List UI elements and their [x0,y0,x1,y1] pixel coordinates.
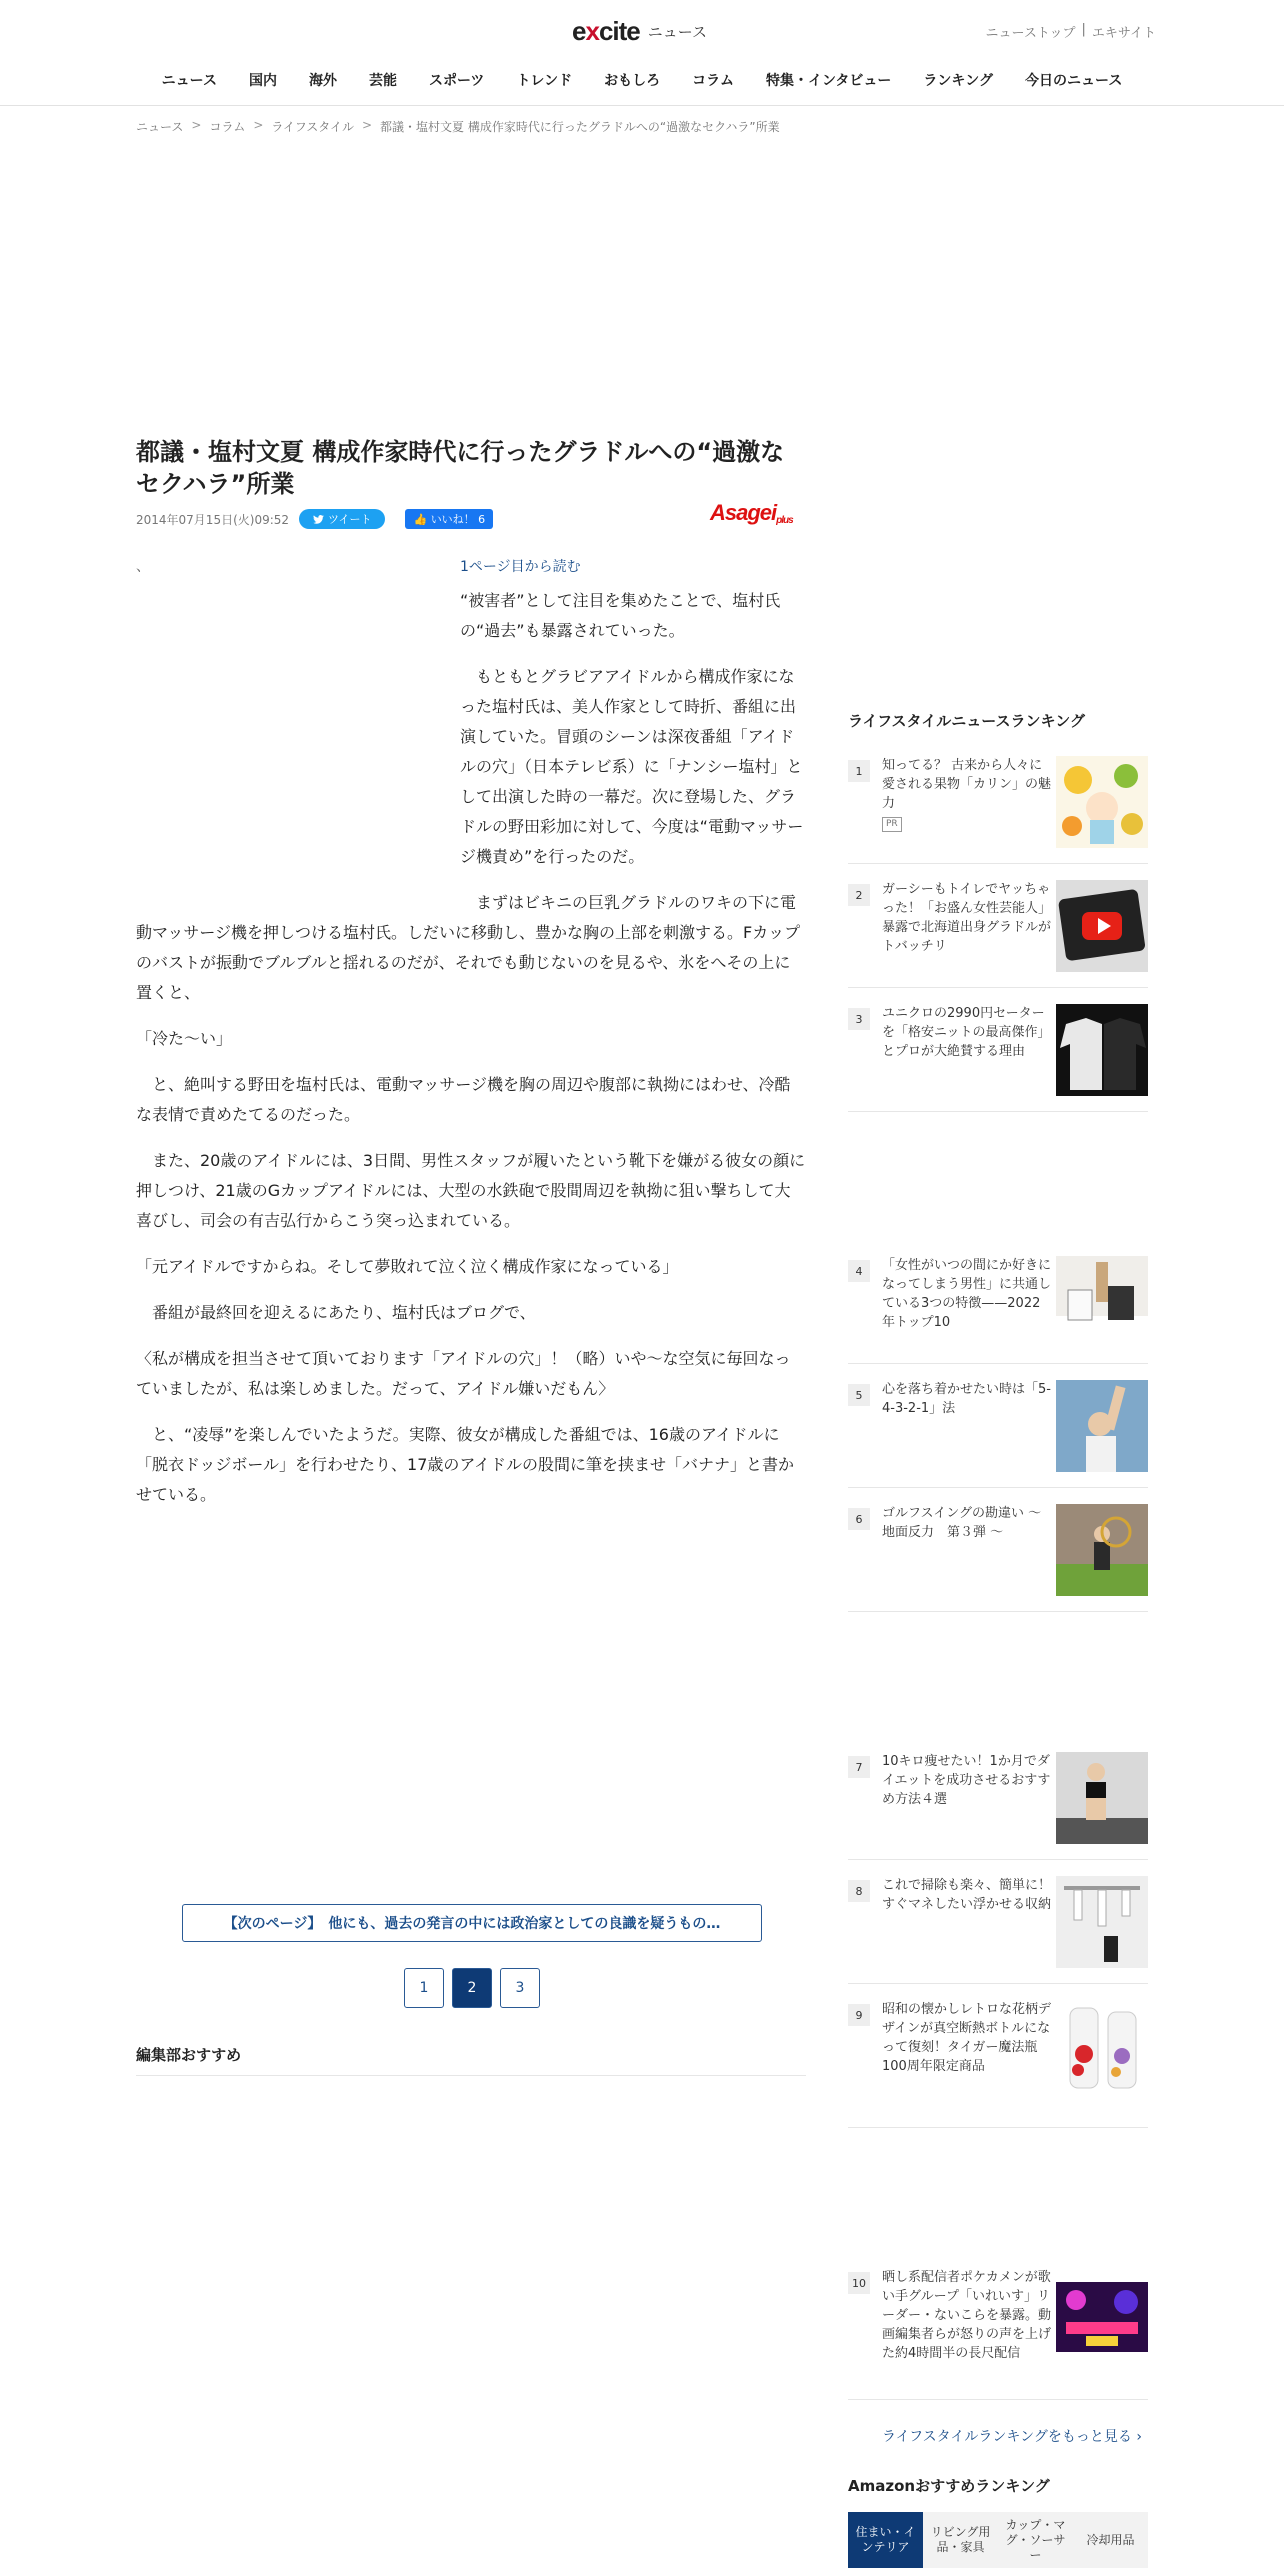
breadcrumb-sep: > [361,118,373,132]
breadcrumb-sep: > [253,118,264,132]
rank-number: 7 [848,1756,870,1778]
excite-logo[interactable] [572,14,707,48]
ranking-item-6[interactable] [848,1504,1148,1612]
ranking-item-9[interactable] [848,2000,1148,2128]
nav-world[interactable]: 海外 [308,73,337,89]
ranking-item-1[interactable] [848,756,1148,864]
rank-number: 4 [848,1260,870,1282]
video-play-thumb [1056,880,1148,972]
page-1-button[interactable]: 1 [404,1968,444,2008]
main-nav [0,70,1284,90]
ranking-item-2[interactable] [848,880,1148,988]
amazon-ranking-title: Amazonおすすめランキング [848,2477,1050,2495]
breadcrumb-sep: > [191,118,202,132]
paragraph: 番組が最終回を迎えるにあたり、塩村氏はブログで、 [136,1303,536,1322]
breadcrumb-current: 都議・塩村文夏 構成作家時代に行ったグラドルへの“過激なセクハラ”所業 [380,120,780,134]
rank-title: 晒し系配信者ポケカメンが歌い手グループ「いれいす」リーダー・ないこらを暴露。動画編集者らが怒りの声を上げた約4時間半の長尺配信 [882,2270,1052,2361]
rank-title: 昭和の懐かしレトロな花柄デザインが真空断熱ボトルになって復刻！タイガー魔法瓶100周年限定商品 [882,2002,1052,2074]
nav-ranking[interactable]: ランキング [923,73,994,89]
ranking-item-7[interactable] [848,1752,1148,1860]
paragraph: 〈私が構成を担当させて頂いております「アイドルの穴」！（略）いや～な空気に毎回なっていましたが、私は楽しめました。だって、アイドル嫌いだもん〉 [136,1349,791,1398]
float-mark: 、 [136,559,150,575]
rank-number: 6 [848,1508,870,1530]
ranking-item-4[interactable] [848,1256,1148,1364]
fitness-thumb [1056,1752,1148,1844]
tweet-label: ツイート [328,513,372,526]
next-page-button[interactable]: 【次のページ】 他にも、過去の発言の中には政治家としての良識を疑うもの… [182,1904,762,1942]
breadcrumb-news[interactable]: ニュース [136,120,184,134]
first-page-link[interactable]: 1ページ目から読む [460,559,581,575]
logo-wordmark: excite [572,15,640,46]
nav-news[interactable]: ニュース [161,73,217,89]
pagination [404,1968,540,2008]
nav-funny[interactable]: おもしろ [604,73,661,89]
twitter-bird-icon [313,515,324,524]
paragraph: と、“凌辱”を楽しんでいたようだ。実際、彼女が構成した番組では、16歳のアイドルに「脱衣ドッジボール」を行わせたり、17歳のアイドルの股間に筆を挟ませ「バナナ」と書かせている。 [136,1425,794,1504]
page-2-button[interactable]: 2 [452,1968,492,2008]
rank-number: 5 [848,1384,870,1406]
storage-thumb [1056,1876,1148,1968]
article-date: 2014年07月15日(火)09:52 [136,512,290,527]
tab-interior[interactable]: 住まい・インテリア [848,2512,923,2568]
lifestyle-ranking-title: ライフスタイルニュースランキング [848,712,1086,730]
breadcrumb-lifestyle[interactable]: ライフスタイル [271,120,354,134]
nav-trend[interactable]: トレンド [516,73,573,89]
nav-feature[interactable]: 特集・インタビュー [765,73,892,89]
bottles-thumb [1056,2000,1148,2092]
editor-recommend-title: 編集部おすすめ [136,2044,806,2076]
asagei-plus-logo[interactable]: Asageiplus [710,500,793,526]
rank-title: 知ってる？ 古来から人々に愛される果物「カリン」の魅力 PR [882,756,1052,832]
excite-site-link[interactable]: エキサイト [1091,26,1156,41]
breadcrumb-column[interactable]: コラム [209,120,246,134]
fruit-illustration-thumb [1056,756,1148,848]
ranking-item-10[interactable] [848,2268,1148,2400]
rank-title: ゴルフスイングの勘違い ～ 地面反力 第３弾 ～ [882,1506,1042,1540]
tweet-button[interactable] [299,509,385,529]
tab-cups[interactable]: カップ・マグ・ソーサー [1005,2517,1066,2562]
paragraph: と、絶叫する野田を塩村氏は、電動マッサージ機を胸の周辺や腹部に執拗にはわせ、冷酷な表情で責めたてるのだった。 [136,1075,791,1124]
article-body [136,552,806,1526]
ranking-item-5[interactable] [848,1380,1148,1488]
nav-domestic[interactable]: 国内 [248,73,277,89]
toplink-separator: | [1081,22,1086,37]
rank-title: ユニクロの2990円セーターを「格安ニットの最高傑作」とプロが大絶賛する理由 [882,1006,1051,1059]
rank-number: 2 [848,884,870,906]
tab-cooling[interactable]: 冷却用品 [1086,2532,1135,2547]
page-3-button[interactable]: 3 [500,1968,540,2008]
like-label: いいね！ 6 [430,513,486,526]
rank-number: 9 [848,2004,870,2026]
ranking-item-3[interactable] [848,1004,1148,1112]
paragraph: まずはビキニの巨乳グラドルのワキの下に電動マッサージ機を押しつける塩村氏。しだいに移動し、豊かな胸の上部を刺激する。Fカップのバストが振動でブルブルと揺れるのだが、それでも動じないのを見るや、氷をへその上に置くと、 [136,893,801,1002]
rank-title: ガーシーもトイレでヤッちゃった！「お盛ん女性芸能人」暴露で北海道出身グラドルがトバッチリ [882,882,1052,954]
paragraph: もともとグラビアアイドルから構成作家になった塩村氏は、美人作家として時折、番組に出演していた。冒頭のシーンは深夜番組「アイドルの穴」（日本テレビ系）に「ナンシー塩村」として出演した時の一幕だ。次に登場した、グラドルの野田彩加に対して、今度は“電動マッサージ機責め”を行ったのだ。 [460,667,804,866]
woman-stretch-thumb [1056,1380,1148,1472]
news-top-link[interactable]: ニューストップ [985,26,1076,41]
top-links [986,22,1156,41]
rank-number: 10 [848,2272,870,2294]
rank-number: 3 [848,1008,870,1030]
nav-entertainment[interactable]: 芸能 [368,73,397,89]
breadcrumb [136,118,780,135]
tab-living[interactable]: リビング用品・家具 [930,2525,991,2554]
ranking-item-8[interactable] [848,1876,1148,1984]
rank-title: これで掃除も楽々、簡単に！すぐマネしたい浮かせる収納 [882,1878,1052,1912]
facebook-like-button[interactable]: 👍 いいね！ 6 [405,509,493,529]
rank-title: 「女性がいつの間にか好きになってしまう男性」に共通している3つの特徴——2022年トップ10 [882,1258,1052,1330]
rank-number: 1 [848,760,870,782]
rank-title: 心を落ち着かせたい時は「5-4-3-2-1」法 [882,1382,1051,1416]
golf-swing-thumb [1056,1504,1148,1596]
nav-column[interactable]: コラム [692,73,734,89]
site-header [0,0,1284,106]
chevron-right-icon: › [1136,2429,1142,2445]
article-meta [136,509,493,529]
nav-today[interactable]: 今日のニュース [1025,73,1123,89]
rank-number: 8 [848,1880,870,1902]
article-image-area [136,552,460,908]
paragraph: 「冷た～い」 [136,1029,233,1048]
ranking-more-link[interactable]: ライフスタイルランキングをもっと見る › [882,2429,1142,2445]
paragraph: 「元アイドルですからね。そして夢敗れて泣く泣く構成作家になっている」 [136,1257,679,1276]
neon-stage-thumb [1056,2282,1148,2352]
amazon-category-tabs [848,2512,1148,2568]
sweaters-thumb [1056,1004,1148,1096]
rank-title: 10キロ痩せたい！1か月でダイエットを成功させるおすすめ方法４選 [882,1754,1051,1807]
paragraph: “被害者”として注目を集めたことで、塩村氏の“過去”も暴露されていった。 [460,591,781,640]
article-title: 都議・塩村文夏 構成作家時代に行ったグラドルへの“過激なセクハラ”所業 [136,438,785,499]
logo-suffix: ニュース [647,22,708,41]
coffee-cups-thumb [1056,1256,1148,1348]
paragraph: また、20歳のアイドルには、3日間、男性スタッフが履いたという靴下を嫌がる彼女の顔に押しつけ、21歳のGカップアイドルには、大型の水鉄砲で股間周辺を執拗に狙い撃ちして大喜びし、司会の有吉弘行からこう突っ込まれている。 [136,1151,806,1230]
nav-sports[interactable]: スポーツ [428,73,485,89]
pr-badge: PR [882,817,902,832]
